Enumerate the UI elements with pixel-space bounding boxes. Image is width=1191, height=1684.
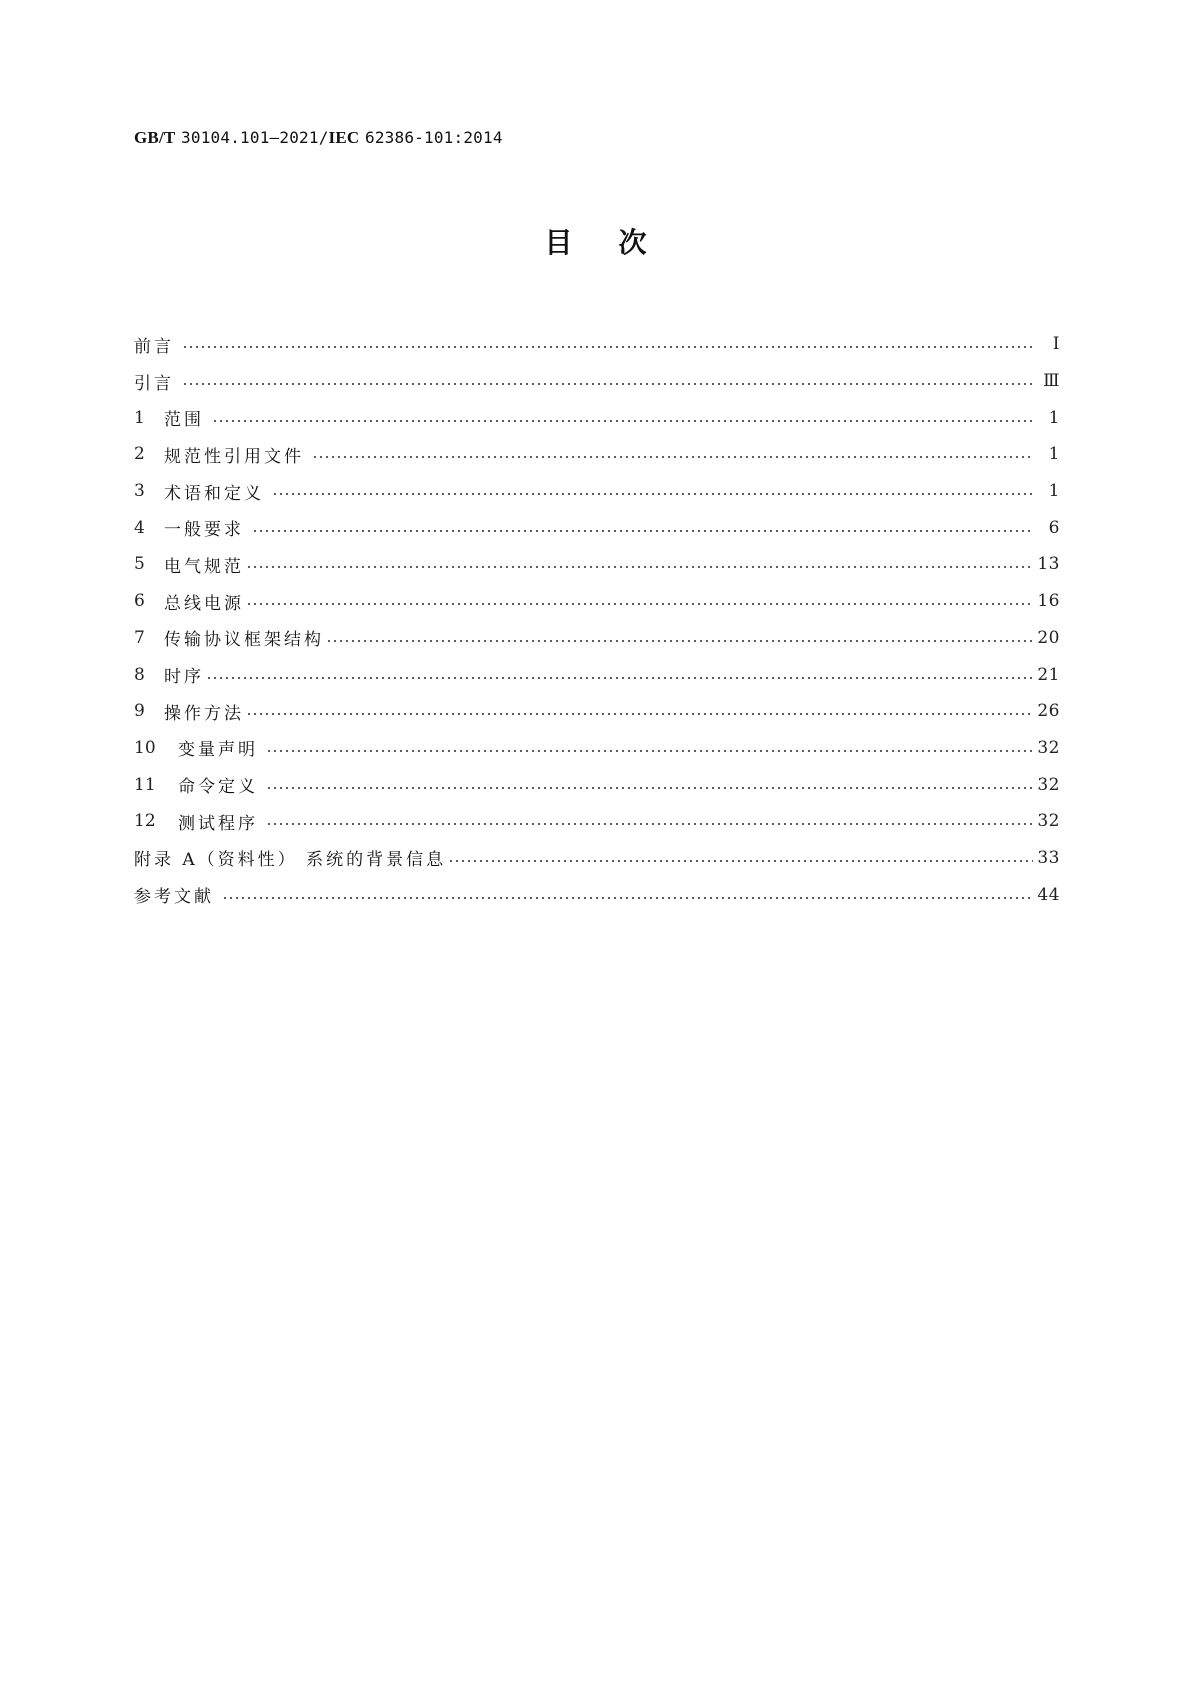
toc-entry-page: 32 [1037,737,1060,758]
toc-entry-scope[interactable] [134,399,1060,436]
toc-entry-normative-references[interactable] [134,436,1060,473]
dot-leader [312,456,1034,458]
toc-entry-label: 前言 [134,336,174,357]
toc-entry-bus-power[interactable] [134,583,1060,620]
dot-leader [448,860,1033,862]
toc-entry-number: 3 [134,481,145,502]
dot-leader [246,713,1033,715]
toc-entry-number: 8 [134,664,145,685]
toc-entry-timing[interactable] [134,656,1060,693]
toc-entry-page: 6 [1048,517,1060,538]
standard-number: 30104.101—2021/ [181,128,329,147]
toc-entry-bibliography[interactable] [134,876,1060,913]
toc-entry-label: 总线电源 [164,593,244,614]
toc-entry-variables[interactable] [134,730,1060,767]
dot-leader [272,493,1034,495]
toc-entry-general-requirements[interactable] [134,509,1060,546]
toc-entry-test-procedures[interactable] [134,803,1060,840]
dot-leader [222,897,1033,899]
dot-leader [266,787,1033,789]
toc-entry-page: 1 [1048,407,1060,428]
toc-entry-label: 附录 A（资料性） 系统的背景信息 [134,850,447,871]
toc-entry-terms[interactable] [134,473,1060,510]
toc-entry-page: 26 [1037,701,1060,722]
toc-entry-label: 引言 [134,373,174,394]
toc-entry-protocol-framing[interactable] [134,620,1060,657]
dot-leader [246,566,1033,568]
dot-leader [212,420,1034,422]
iec-prefix: IEC [328,128,360,147]
page-title: 目次 [544,226,693,259]
toc-entry-label: 传输协议框架结构 [164,630,324,651]
toc-entry-number: 4 [134,517,145,538]
toc-entry-annex-a[interactable] [134,840,1060,877]
toc-entry-label: 规范性引用文件 [164,446,304,467]
toc-entry-label: 参考文献 [134,887,214,908]
toc-entry-page: 32 [1037,774,1060,795]
toc-entry-label: 电气规范 [164,556,244,577]
dot-leader [206,677,1033,679]
toc-entry-label: 一般要求 [164,520,244,541]
toc-entry-method-of-operation[interactable] [134,693,1060,730]
toc-entry-number: 2 [134,444,145,465]
toc-entry-number: 6 [134,591,145,612]
toc-entry-label: 术语和定义 [164,483,264,504]
toc-entry-number: 11 [134,774,156,795]
dot-leader [246,603,1033,605]
toc-entry-number: 5 [134,554,145,575]
toc-entry-foreword[interactable] [134,326,1060,363]
toc-entry-label: 操作方法 [164,703,244,724]
dot-leader [266,750,1033,752]
toc-entry-page: 44 [1037,884,1060,905]
toc-entry-page: Ⅲ [1043,371,1060,392]
toc-entry-page: 32 [1037,811,1060,832]
toc-entry-label: 变量声明 [178,740,258,761]
toc-entry-number: 1 [134,407,145,428]
dot-leader [182,346,1034,348]
toc-entry-label: 时序 [164,667,204,688]
toc-entry-page: 16 [1037,591,1060,612]
dot-leader [266,823,1033,825]
toc-entry-page: 20 [1037,627,1060,648]
dot-leader [252,530,1034,532]
toc-entry-number: 9 [134,701,145,722]
toc-entry-commands[interactable] [134,766,1060,803]
toc-entry-page: 1 [1048,481,1060,502]
toc-entry-label: 命令定义 [178,777,258,798]
toc-entry-label: 范围 [164,410,204,431]
toc-entry-page: 1 [1048,444,1060,465]
toc-entry-label: 测试程序 [178,813,258,834]
toc-entry-page: Ⅰ [1052,334,1060,355]
toc-entry-page: 33 [1037,847,1060,868]
toc-entry-introduction[interactable] [134,363,1060,400]
toc-entry-number: 10 [134,737,156,758]
toc-entry-number: 12 [134,811,156,832]
table-of-contents [134,326,1060,913]
standard-header [134,128,503,148]
dot-leader [326,640,1033,642]
toc-entry-page: 13 [1037,554,1060,575]
iec-number: 62386-101:2014 [365,128,503,147]
toc-entry-electrical-spec[interactable] [134,546,1060,583]
toc-entry-number: 7 [134,627,145,648]
toc-entry-page: 21 [1037,664,1060,685]
standard-prefix: GB/T [134,128,176,147]
dot-leader [182,383,1034,385]
